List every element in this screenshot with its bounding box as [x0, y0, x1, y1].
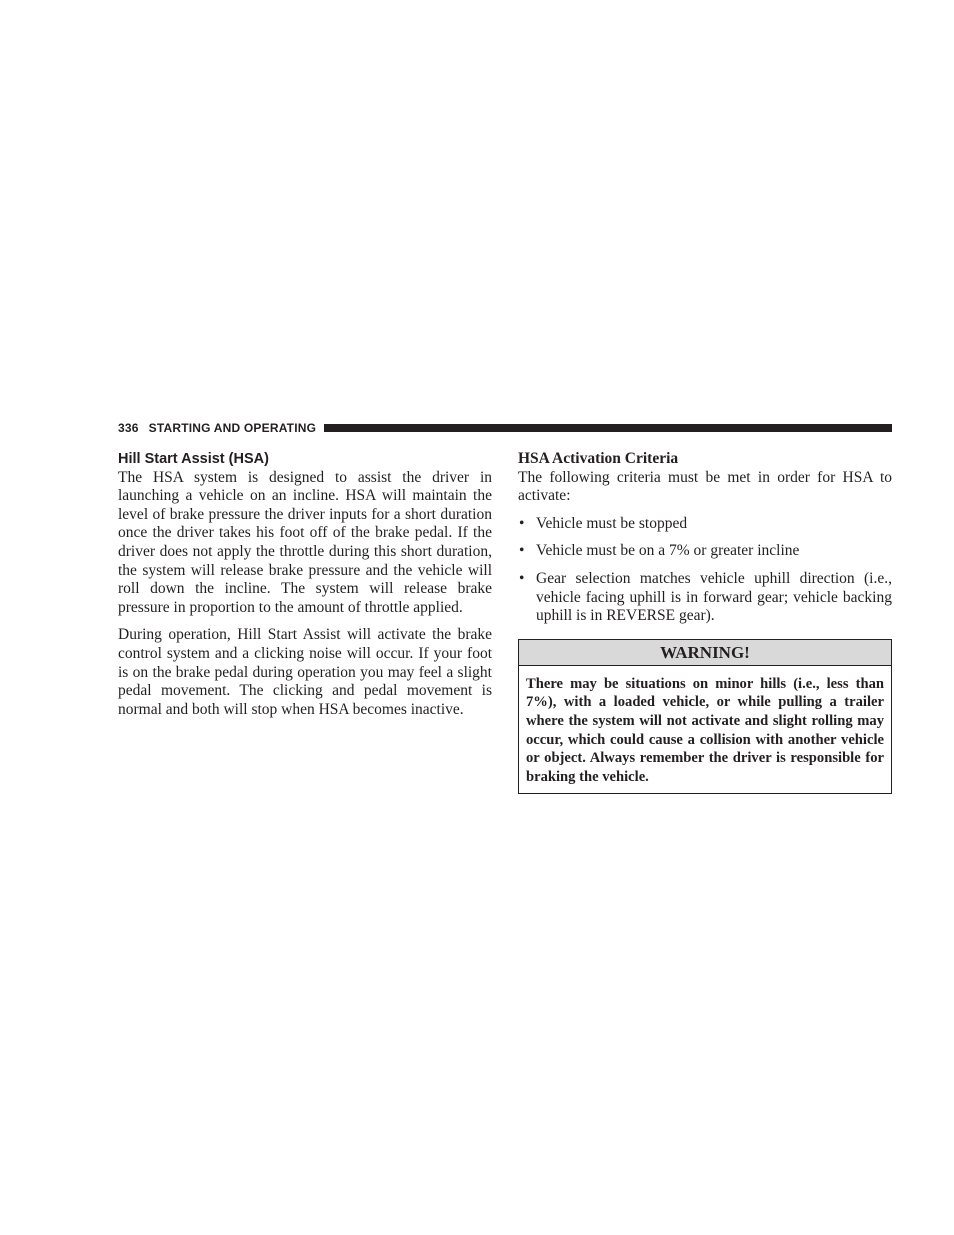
- list-item: [518, 515, 892, 534]
- hsa-operation-paragraph: During operation, Hill Start Assist will activate the brake control system and a clicking noise will occur. If your foot is on the brake pedal during operation you may feel a slight pedal movement. The clicking and pedal movement is normal and both will stop when HSA becomes inactive.: [118, 626, 492, 718]
- page-number: 336: [118, 421, 139, 435]
- left-column: [118, 450, 492, 728]
- criteria-text: Vehicle must be stopped: [536, 514, 688, 532]
- warning-text: There may be situations on minor hills (i.e., less than 7%), with a loaded vehicle, or while pulling a trailer where the system will not activate and slight rolling may occur, which could cause a collision with another vehicle or object. Always remember the driver is responsible for braking the vehicle.: [526, 675, 884, 785]
- page-header: [118, 420, 892, 436]
- bullet-icon: •: [519, 514, 525, 532]
- criteria-text: Vehicle must be on a 7% or greater incline: [536, 542, 800, 560]
- activation-criteria-heading: HSA Activation Criteria: [518, 450, 679, 467]
- right-column: [518, 450, 892, 794]
- warning-box: [518, 639, 892, 795]
- warning-title: WARNING!: [519, 640, 891, 666]
- hsa-description-paragraph: The HSA system is designed to assist the driver in launching a vehicle on an incline. HSA will maintain the level of brake pressure the driver inputs for a short duration once the driver takes his foot off of the brake pedal. If the driver does not apply the throttle during this short duration, the system will release brake pressure and the vehicle will roll down the incline. The system will release brake pressure in proportion to the amount of throttle applied.: [118, 468, 492, 616]
- list-item: [518, 542, 892, 561]
- bullet-icon: •: [519, 542, 525, 560]
- list-item: [518, 570, 892, 626]
- bullet-icon: •: [519, 569, 525, 587]
- criteria-list: [518, 515, 892, 626]
- activation-criteria-intro: The following criteria must be met in order for HSA to activate:: [518, 468, 892, 505]
- header-rule: [324, 424, 892, 432]
- criteria-text: Gear selection matches vehicle uphill direction (i.e., vehicle facing uphill is in forward gear; vehicle backing uphill is in REVERSE gear).: [536, 569, 892, 625]
- section-title: STARTING AND OPERATING: [148, 421, 317, 435]
- hsa-heading: Hill Start Assist (HSA): [118, 451, 269, 467]
